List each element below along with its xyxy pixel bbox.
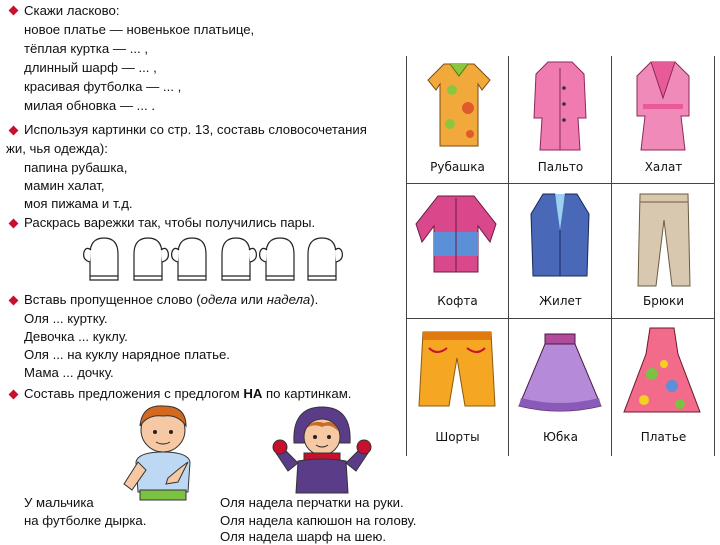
mitten-icon [260, 238, 294, 280]
clothing-caption: Жилет [539, 294, 582, 308]
mitten-icon [84, 238, 118, 280]
trousers-icon [634, 190, 694, 290]
section2-line: папина рубашка, [24, 160, 128, 175]
section1-line: милая обновка — ... . [24, 98, 156, 113]
section2-line: мамин халат, [24, 178, 105, 193]
bullet-diamond-icon [9, 296, 19, 306]
word-option: одела [200, 292, 237, 307]
grid-line [508, 56, 509, 456]
clothing-caption: Кофта [437, 294, 478, 308]
clothing-caption: Юбка [543, 430, 578, 444]
clothing-caption: Брюки [643, 294, 684, 308]
grid-line [714, 56, 715, 456]
section1-line: тёплая куртка — ... , [24, 41, 149, 56]
section3-heading: Раскрась варежки так, чтобы получились пары. [24, 215, 316, 230]
section1-line: длинный шарф — ... , [24, 60, 157, 75]
section1-heading: Скажи ласково: [24, 3, 120, 18]
grid-line [406, 183, 715, 184]
section4-line: Мама ... дочку. [24, 365, 114, 380]
section2-line: моя пижама и т.д. [24, 196, 133, 211]
section4-line: Оля ... куртку. [24, 311, 108, 326]
word-option: надела [266, 292, 311, 307]
bullet-diamond-icon [9, 6, 19, 16]
section1-line: новое платье — новенькое платьице, [24, 22, 255, 37]
boy-caption-line: на футболке дырка. [24, 513, 147, 528]
bullet-diamond-icon [9, 219, 19, 229]
mitten-icon [308, 238, 342, 280]
mitten-icon [172, 238, 206, 280]
skirt-icon [515, 330, 605, 414]
girl-caption-line: Оля надела капюшон на голову. [220, 513, 417, 528]
clothing-caption: Шорты [435, 430, 480, 444]
section2-heading: Используя картинки со стр. 13, составь словосочетания [24, 122, 367, 137]
dress-icon [622, 324, 702, 418]
clothing-grid [406, 56, 715, 456]
section5-heading: Составь предложения с предлогом НА по картинкам. [24, 386, 352, 401]
bullet-diamond-icon [9, 126, 19, 136]
girl-caption-line: Оля надела перчатки на руки. [220, 495, 404, 510]
section4-heading: Вставь пропущенное слово (одела или надела). [24, 292, 319, 307]
grid-line [406, 56, 407, 456]
clothing-caption: Рубашка [430, 160, 485, 174]
bullet-diamond-icon [9, 390, 19, 400]
vest-icon [525, 190, 595, 280]
shirt-icon [424, 60, 494, 150]
girl-illustration [272, 403, 372, 493]
clothing-caption: Халат [644, 160, 683, 174]
robe-icon [633, 58, 693, 154]
mitten-icon [134, 238, 168, 280]
section2-heading-cont: жи, чья одежда): [6, 141, 108, 156]
mitten-icon [222, 238, 256, 280]
clothing-caption: Пальто [537, 160, 584, 174]
grid-line [406, 318, 715, 319]
boy-caption-line: У мальчика [24, 495, 94, 510]
section4-line: Оля ... на куклу нарядное платье. [24, 347, 230, 362]
shorts-icon [417, 328, 497, 412]
section4-line: Девочка ... куклу. [24, 329, 128, 344]
girl-caption-line: Оля надела шарф на шею. [220, 529, 387, 544]
section1-line: красивая футболка — ... , [24, 79, 182, 94]
grid-line [611, 56, 612, 456]
coat-icon [530, 58, 590, 154]
mittens-row [78, 232, 338, 292]
cardigan-icon [412, 192, 502, 276]
clothing-caption: Платье [640, 430, 687, 444]
boy-illustration [118, 400, 208, 500]
